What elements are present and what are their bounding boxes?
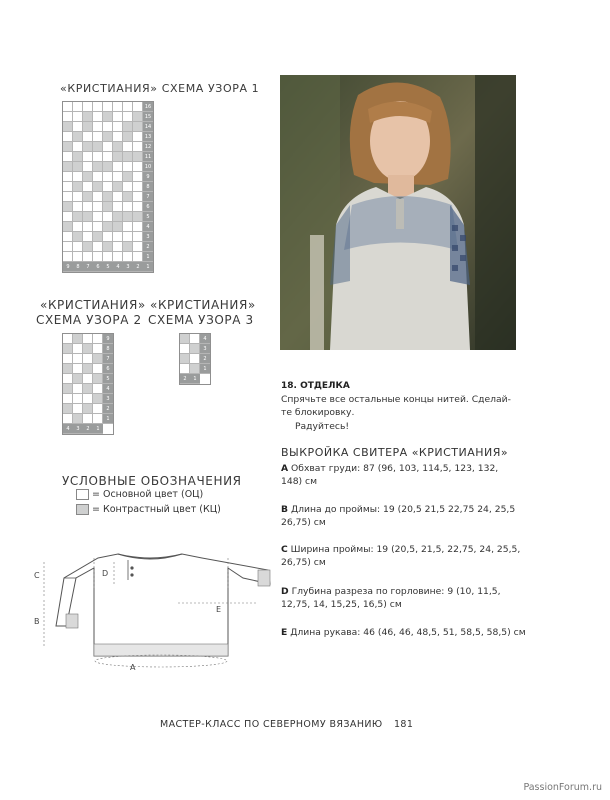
chart-cell xyxy=(123,222,133,232)
row-number: 2 xyxy=(143,242,153,252)
legend-contrast xyxy=(76,504,221,515)
chart-cell xyxy=(123,152,133,162)
row-number: 1 xyxy=(200,364,210,374)
chart-cell xyxy=(93,112,103,122)
page-number: 181 xyxy=(393,719,414,730)
chart-cell xyxy=(63,344,73,354)
chart-cell xyxy=(63,162,73,172)
footer-text: МАСТЕР-КЛАСС ПО СЕВЕРНОМУ ВЯЗАНИЮ xyxy=(160,719,383,730)
key-a: A xyxy=(281,463,289,474)
chart-cell xyxy=(113,222,123,232)
chart-cell xyxy=(133,232,143,242)
row-number: 1 xyxy=(143,252,153,262)
chart-cell xyxy=(83,394,93,404)
label-d: D xyxy=(102,569,109,578)
chart-cell xyxy=(63,252,73,262)
chart-cell xyxy=(83,364,93,374)
label-a: A xyxy=(130,663,136,672)
col-number: 7 xyxy=(83,262,93,272)
chart-cell xyxy=(123,142,133,152)
chart-cell xyxy=(93,172,103,182)
chart-cell xyxy=(93,374,103,384)
chart3-grid xyxy=(179,333,211,385)
pattern-c xyxy=(281,543,520,557)
chart-cell xyxy=(63,232,73,242)
chart2-title-line1: «КРИСТИАНИЯ» xyxy=(40,298,146,312)
chart-cell xyxy=(93,394,103,404)
contrast-color-swatch xyxy=(76,504,89,515)
col-number: 1 xyxy=(143,262,153,272)
chart-cell xyxy=(180,354,190,364)
chart-cell xyxy=(63,122,73,132)
row-number: 5 xyxy=(143,212,153,222)
chart-cell xyxy=(63,394,73,404)
chart-cell xyxy=(83,112,93,122)
finishing-line2: те блокировку. xyxy=(281,407,355,418)
pattern-title: ВЫКРОЙКА СВИТЕРА «КРИСТИАНИЯ» xyxy=(281,446,509,459)
chart-cell xyxy=(113,232,123,242)
chart-cell xyxy=(83,102,93,112)
chart-cell xyxy=(93,122,103,132)
row-number: 8 xyxy=(143,182,153,192)
col-number: 4 xyxy=(63,424,73,434)
chart-cell xyxy=(83,202,93,212)
chart2-grid xyxy=(62,333,114,435)
chart-cell xyxy=(93,132,103,142)
chart-cell xyxy=(83,354,93,364)
chart-cell xyxy=(190,344,200,354)
chart-cell xyxy=(93,152,103,162)
chart-cell xyxy=(113,172,123,182)
chart-cell xyxy=(113,202,123,212)
chart-cell xyxy=(83,252,93,262)
chart3-title-line2: СХЕМА УЗОРА 3 xyxy=(148,313,254,327)
chart-cell xyxy=(63,334,73,344)
chart-cell xyxy=(133,252,143,262)
chart-cell xyxy=(63,242,73,252)
key-b: B xyxy=(281,504,289,515)
chart-cell xyxy=(123,242,133,252)
key-c: C xyxy=(281,544,288,555)
pattern-b xyxy=(281,503,515,517)
chart-cell xyxy=(73,172,83,182)
chart-cell xyxy=(73,192,83,202)
chart-cell xyxy=(63,404,73,414)
chart-cell xyxy=(93,242,103,252)
row-number: 7 xyxy=(143,192,153,202)
chart-cell xyxy=(73,142,83,152)
chart-cell xyxy=(93,142,103,152)
chart-cell xyxy=(103,152,113,162)
chart-cell xyxy=(133,132,143,142)
row-number: 6 xyxy=(103,364,113,374)
chart-cell xyxy=(83,152,93,162)
chart-cell xyxy=(73,212,83,222)
right-cuff xyxy=(258,570,270,586)
row-number: 8 xyxy=(103,344,113,354)
chart-cell xyxy=(133,202,143,212)
chart-cell xyxy=(73,152,83,162)
chart-cell xyxy=(93,202,103,212)
chart-cell xyxy=(73,122,83,132)
chart-cell xyxy=(103,182,113,192)
chart-cell xyxy=(103,202,113,212)
main-color-swatch xyxy=(76,489,89,500)
chart-cell xyxy=(73,404,83,414)
row-number: 9 xyxy=(143,172,153,182)
chart1-grid xyxy=(62,101,154,273)
chart-cell xyxy=(73,232,83,242)
chart-cell xyxy=(83,192,93,202)
chart-cell xyxy=(63,222,73,232)
photo-illustration xyxy=(280,75,516,350)
chart-cell xyxy=(83,242,93,252)
key-e: E xyxy=(281,627,288,638)
chart-cell xyxy=(83,182,93,192)
row-number: 9 xyxy=(103,334,113,344)
chart-cell xyxy=(93,252,103,262)
legend-contrast-label: = Контрастный цвет (КЦ) xyxy=(92,504,221,515)
chart-cell xyxy=(103,232,113,242)
chart-cell xyxy=(63,112,73,122)
pattern-d-text1: Глубина разреза по горловине: 9 (10, 11,5, xyxy=(291,586,501,597)
col-number: 1 xyxy=(190,374,200,384)
chart-cell xyxy=(93,414,103,424)
key-d: D xyxy=(281,586,289,597)
chart-cell xyxy=(103,242,113,252)
chart-cell xyxy=(73,112,83,122)
row-number: 16 xyxy=(143,102,153,112)
chart-cell xyxy=(133,162,143,172)
row-number: 13 xyxy=(143,132,153,142)
chart-cell xyxy=(73,242,83,252)
chart-cell xyxy=(73,102,83,112)
chart-cell xyxy=(133,122,143,132)
chart-cell xyxy=(113,112,123,122)
row-number: 7 xyxy=(103,354,113,364)
chart-cell xyxy=(123,172,133,182)
chart-cell xyxy=(73,222,83,232)
chart-cell xyxy=(113,142,123,152)
chart-cell xyxy=(83,384,93,394)
chart-cell xyxy=(83,414,93,424)
pattern-e xyxy=(281,626,526,640)
chart-cell xyxy=(133,102,143,112)
chart-cell xyxy=(63,414,73,424)
chart-cell xyxy=(123,212,133,222)
bust-circle xyxy=(95,655,227,667)
chart-cell xyxy=(73,394,83,404)
chart-cell xyxy=(83,404,93,414)
watermark: PassionForum.ru xyxy=(523,782,602,793)
chart-cell xyxy=(123,202,133,212)
sweater-outline xyxy=(56,554,270,656)
chart-cell xyxy=(103,222,113,232)
chart-cell xyxy=(93,102,103,112)
row-number: 4 xyxy=(143,222,153,232)
chart-cell xyxy=(63,364,73,374)
legend-main-label: = Основной цвет (ОЦ) xyxy=(92,489,204,500)
chart-cell xyxy=(190,364,200,374)
chart-cell xyxy=(133,222,143,232)
row-number: 4 xyxy=(200,334,210,344)
pattern-d xyxy=(281,585,501,599)
row-number: 12 xyxy=(143,142,153,152)
page-footer xyxy=(160,719,413,730)
chart-cell xyxy=(103,112,113,122)
col-number: 9 xyxy=(63,262,73,272)
chart-cell xyxy=(133,112,143,122)
chart-cell xyxy=(133,182,143,192)
chart-cell xyxy=(73,414,83,424)
row-number: 6 xyxy=(143,202,153,212)
chart-cell xyxy=(103,102,113,112)
pattern-b-cont: 26,75) см xyxy=(281,517,326,528)
chart-cell xyxy=(113,192,123,202)
row-number: 4 xyxy=(103,384,113,394)
chart-cell xyxy=(113,182,123,192)
chart-cell xyxy=(133,142,143,152)
pattern-a xyxy=(281,462,498,476)
row-number: 10 xyxy=(143,162,153,172)
chart-cell xyxy=(63,212,73,222)
chart-cell xyxy=(73,182,83,192)
left-cuff xyxy=(66,614,78,628)
pattern-d-cont: 12,75, 14, 15,25, 16,5) см xyxy=(281,599,402,610)
chart-cell xyxy=(123,122,133,132)
sweater-schematic xyxy=(28,548,273,673)
chart-cell xyxy=(83,334,93,344)
chart-cell xyxy=(123,102,133,112)
pattern-e-text1: Длина рукава: 46 (46, 46, 48,5, 51, 58,5, 58,5) см xyxy=(290,627,526,638)
chart-cell xyxy=(93,192,103,202)
chart-cell xyxy=(73,162,83,172)
chart-cell xyxy=(63,384,73,394)
row-number: 3 xyxy=(143,232,153,242)
row-number: 14 xyxy=(143,122,153,132)
chart-cell xyxy=(113,212,123,222)
chart-cell xyxy=(103,252,113,262)
hem-rib xyxy=(94,644,228,656)
chart-cell xyxy=(63,132,73,142)
chart1-title: «КРИСТИАНИЯ» СХЕМА УЗОРА 1 xyxy=(60,82,260,95)
chart-cell xyxy=(103,212,113,222)
chart-cell xyxy=(103,132,113,142)
chart-cell xyxy=(123,252,133,262)
col-number: 2 xyxy=(180,374,190,384)
chart-cell xyxy=(93,222,103,232)
col-number: 3 xyxy=(73,424,83,434)
chart-cell xyxy=(83,122,93,132)
row-number: 2 xyxy=(200,354,210,364)
row-number: 11 xyxy=(143,152,153,162)
chart-cell xyxy=(93,344,103,354)
chart-cell xyxy=(73,344,83,354)
pattern-c-text1: Ширина проймы: 19 (20,5, 21,5, 22,75, 24, 25,5, xyxy=(290,544,521,555)
chart-cell xyxy=(63,192,73,202)
chart-cell xyxy=(63,202,73,212)
row-number: 15 xyxy=(143,112,153,122)
chart-cell xyxy=(103,142,113,152)
row-number: 2 xyxy=(103,404,113,414)
finishing-line1: Спрячьте все остальные концы нитей. Сделай- xyxy=(281,394,511,405)
chart-cell xyxy=(93,404,103,414)
chart-cell xyxy=(93,334,103,344)
chart-cell xyxy=(113,152,123,162)
chart-cell xyxy=(93,182,103,192)
chart-cell xyxy=(83,232,93,242)
chart-cell xyxy=(63,374,73,384)
chart-cell xyxy=(180,334,190,344)
pattern-b-text1: Длина до проймы: 19 (20,5 21,5 22,75 24, 25,5 xyxy=(290,504,516,515)
chart-cell xyxy=(83,212,93,222)
chart-cell xyxy=(113,132,123,142)
chart-cell xyxy=(73,354,83,364)
chart-cell xyxy=(73,132,83,142)
chart-cell xyxy=(63,172,73,182)
finishing-line3: Радуйтесь! xyxy=(295,421,350,432)
chart-cell xyxy=(113,162,123,172)
chart-cell xyxy=(113,252,123,262)
chart-cell xyxy=(103,172,113,182)
chart-cell xyxy=(93,354,103,364)
legend-title: УСЛОВНЫЕ ОБОЗНАЧЕНИЯ xyxy=(62,474,242,488)
chart-cell xyxy=(93,364,103,374)
chart3-title-line1: «КРИСТИАНИЯ» xyxy=(150,298,256,312)
chart-cell xyxy=(133,212,143,222)
chart-cell xyxy=(73,334,83,344)
row-number: 3 xyxy=(200,344,210,354)
chart-cell xyxy=(73,374,83,384)
chart-cell xyxy=(73,252,83,262)
col-number: 8 xyxy=(73,262,83,272)
chart-cell xyxy=(180,364,190,374)
chart-cell xyxy=(83,222,93,232)
chart-cell xyxy=(190,354,200,364)
chart-cell xyxy=(133,192,143,202)
chart-cell xyxy=(63,142,73,152)
chart-cell xyxy=(123,232,133,242)
chart-cell xyxy=(113,102,123,112)
chart-cell xyxy=(123,182,133,192)
chart2-title-line2: СХЕМА УЗОРА 2 xyxy=(36,313,142,327)
label-b: B xyxy=(34,617,40,626)
chart-cell xyxy=(123,112,133,122)
chart-cell xyxy=(123,162,133,172)
chart-cell xyxy=(123,192,133,202)
chart-cell xyxy=(73,364,83,374)
row-number: 3 xyxy=(103,394,113,404)
chart-cell xyxy=(93,162,103,172)
col-number: 3 xyxy=(123,262,133,272)
legend-main xyxy=(76,489,203,500)
chart-cell xyxy=(113,122,123,132)
col-number: 4 xyxy=(113,262,123,272)
chart-cell xyxy=(83,162,93,172)
chart-cell xyxy=(63,182,73,192)
chart-cell xyxy=(103,162,113,172)
col-number: 5 xyxy=(103,262,113,272)
chart-cell xyxy=(103,192,113,202)
chart-cell xyxy=(63,152,73,162)
chart-cell xyxy=(83,142,93,152)
col-number: 1 xyxy=(93,424,103,434)
chart-cell xyxy=(190,334,200,344)
col-number: 6 xyxy=(93,262,103,272)
chart-cell xyxy=(83,374,93,384)
chart-cell xyxy=(113,242,123,252)
chart-cell xyxy=(123,132,133,142)
chart-cell xyxy=(83,172,93,182)
pattern-a-cont: 148) см xyxy=(281,476,318,487)
pattern-c-cont: 26,75) см xyxy=(281,557,326,568)
pattern-a-text1: Обхват груди: 87 (96, 103, 114,5, 123, 132, xyxy=(291,463,499,474)
col-number: 2 xyxy=(133,262,143,272)
label-c: C xyxy=(34,571,40,580)
label-e: E xyxy=(216,605,222,614)
chart-cell xyxy=(103,122,113,132)
finishing-title: 18. ОТДЕЛКА xyxy=(281,381,350,391)
chart-cell xyxy=(133,242,143,252)
chart-cell xyxy=(180,344,190,354)
row-number: 5 xyxy=(103,374,113,384)
row-number: 1 xyxy=(103,414,113,424)
chart-cell xyxy=(133,152,143,162)
chart-cell xyxy=(63,102,73,112)
chart-cell xyxy=(133,172,143,182)
chart-cell xyxy=(93,212,103,222)
chart-cell xyxy=(83,132,93,142)
chart-cell xyxy=(63,354,73,364)
chart-cell xyxy=(93,384,103,394)
chart-cell xyxy=(93,232,103,242)
chart-cell xyxy=(73,202,83,212)
chart-cell xyxy=(73,384,83,394)
col-number: 2 xyxy=(83,424,93,434)
sweater-photo xyxy=(280,75,516,350)
chart-cell xyxy=(83,344,93,354)
